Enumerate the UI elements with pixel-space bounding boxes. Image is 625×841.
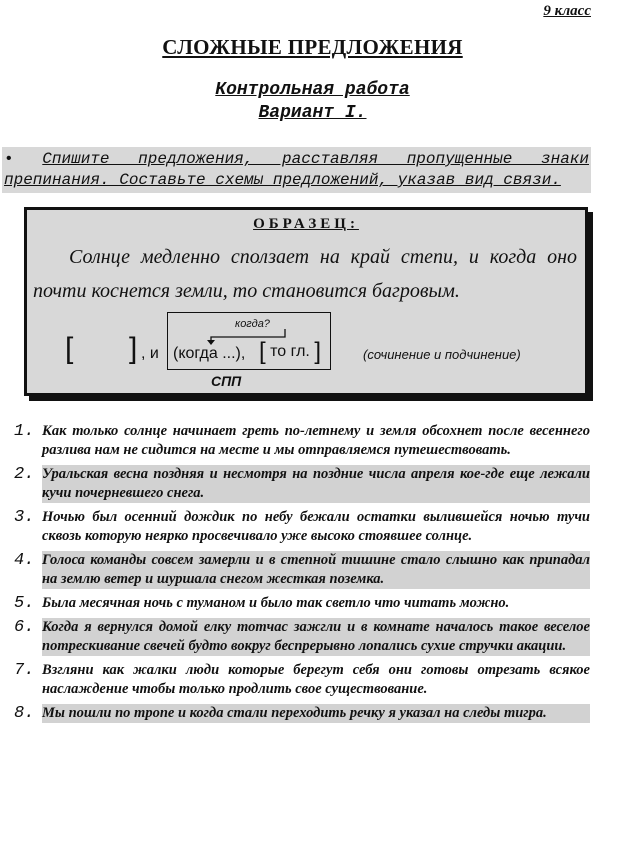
item-text: Уральская весна поздняя и несмотря на поздние числа апреля кое-где еще лежали кучи почерневшего снега. — [42, 466, 590, 501]
item-number: 1. — [14, 422, 35, 441]
list-item — [0, 661, 600, 699]
item-number: 5. — [14, 594, 35, 613]
item-number: 3. — [14, 508, 35, 527]
scheme-bracket-open: [ — [65, 332, 74, 365]
scheme-type-note: (сочинение и подчинение) — [363, 347, 521, 362]
sample-sentence: Солнце медленно сползает на край степи, и когда оно почти коснется земли, то становится багровым. — [33, 246, 577, 302]
list-item — [0, 508, 600, 546]
subtitle-work: Контрольная работа — [215, 80, 410, 100]
list-item — [0, 465, 600, 503]
item-text: Мы пошли по тропе и когда стали переходить речку я указал на следы тигра. — [42, 704, 590, 723]
item-text: Была месячная ночь с туманом и было так светло что читать можно. — [42, 595, 510, 611]
list-item — [0, 551, 600, 589]
item-text: Взгляни как жалки люди которые берегут себя они готовы отрезать всякое наслаждение чтобы только продлить свое существование. — [42, 662, 590, 697]
sample-heading: ОБРАЗЕЦ: — [253, 216, 359, 232]
item-text: Ночью был осенний дождик по небу бежали остатки вылившейся ночью тучи сквозь которую неярко просвечивало уже высоко стоявшее солнце. — [42, 509, 590, 544]
item-number: 4. — [14, 551, 35, 570]
task-instruction — [2, 147, 591, 193]
sentence-list — [0, 422, 600, 728]
item-number: 7. — [14, 661, 35, 680]
scheme-conjunction: , и — [141, 345, 159, 362]
item-number: 2. — [14, 465, 35, 484]
scheme-main-clause: [ то гл. ] — [259, 338, 321, 365]
list-item — [0, 618, 600, 656]
item-text: Как только солнце начинает греть по-летнему и земля обсохнет после весеннего разлива нам не сидится на месте и мы отправляемся путешествовать. — [42, 423, 590, 458]
sample-box — [24, 207, 588, 396]
list-item — [0, 422, 600, 460]
scheme-spp-label: СПП — [211, 373, 242, 389]
list-item — [0, 704, 600, 723]
item-text: Голоса команды совсем замерли и в степной тишине стало слышно как припадал на землю ветер и шуршала снегом жесткая поземка. — [42, 552, 590, 587]
item-number: 8. — [14, 704, 35, 723]
task-text: Спишите предложения, расставляя пропущенные знаки препинания. Составьте схемы предложений, указав вид связи. — [4, 150, 589, 189]
list-item — [0, 594, 600, 613]
item-text: Когда я вернулся домой елку тотчас зажгли и в комнате началось такое веселое потрескивание свечей будто вокруг беспрерывно лопались сухие стручки акации. — [42, 619, 590, 654]
scheme-question-label: когда? — [235, 318, 270, 330]
sentence-scheme — [27, 302, 585, 392]
scheme-bracket-close: ] — [129, 332, 138, 365]
item-number: 6. — [14, 618, 35, 637]
grade-label: 9 класс — [543, 3, 591, 19]
page-title: СЛОЖНЫЕ ПРЕДЛОЖЕНИЯ — [162, 35, 463, 59]
subtitle-variant: Вариант I. — [258, 103, 367, 123]
scheme-subordinate-clause: (когда ...), — [173, 345, 246, 362]
bullet-icon: • — [4, 150, 14, 168]
